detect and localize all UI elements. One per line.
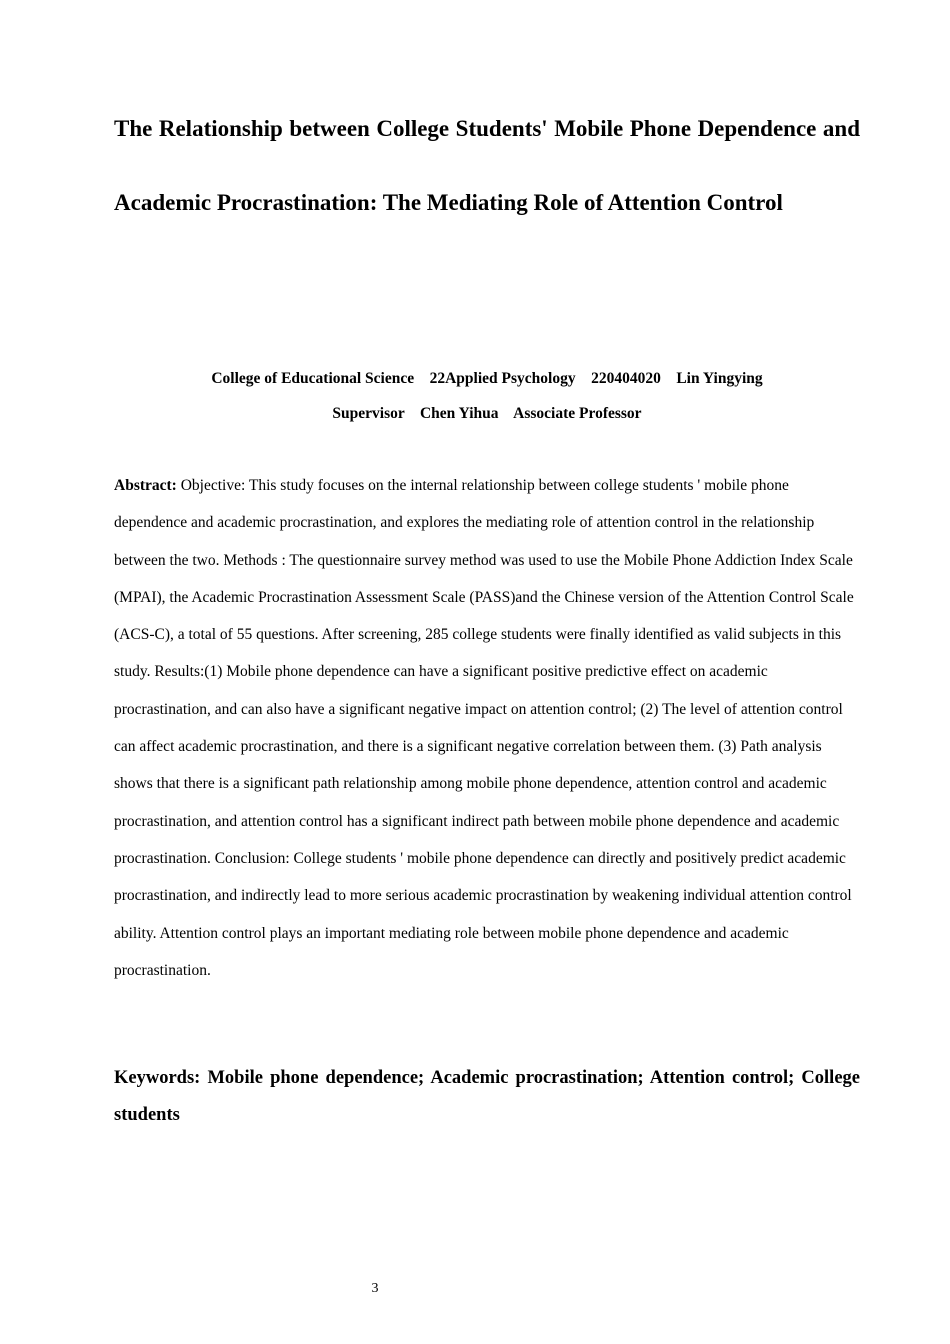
abstract-text: Objective: This study focuses on the internal relationship between college students ' mobile phone dependence and academic procrastination, and explores the mediating role of attention control in the relationship between the two. Methods : The questionnaire survey method was used to use the Mobile Phone Addiction Index Scale (MPAI), the Academic Procrastination Assessment Scale (PASS)and the Chinese version of the Attention Control Scale (ACS-C), a total of 55 questions. After screening, 285 college students were finally identified as valid subjects in this study. Results:(1) Mobile phone dependence can have a significant positive predictive effect on academic procrastination, and can also have a significant negative impact on attention control; (2) The level of attention control can affect academic procrastination, and there is a significant negative correlation between them. (3) Path analysis shows that there is a significant path relationship among mobile phone dependence, attention control and academic procrastination, and attention control has a significant indirect path between mobile phone dependence and academic procrastination. Conclusion: College students ' mobile phone dependence can directly and positively predict academic procrastination, and indirectly lead to more serious academic procrastination by weakening individual attention control ability. Attention control plays an important mediating role between mobile phone dependence and academic procrastination. (114, 477, 854, 979)
abstract-paragraph (114, 467, 860, 989)
paper-title: The Relationship between College Students' Mobile Phone Dependence and Academic Procrastination: The Mediating Role of Attention Control (114, 116, 860, 215)
author-info: College of Educational Science 22Applied Psychology 220404020 Lin Yingying (211, 370, 763, 387)
abstract-label: Abstract: (114, 477, 177, 494)
page-number: 3 (371, 1281, 379, 1296)
keywords-line: Keywords: Mobile phone dependence; Academic procrastination; Attention control; College students (114, 1068, 860, 1125)
supervisor-info: Supervisor Chen Yihua Associate Professor (332, 405, 642, 422)
